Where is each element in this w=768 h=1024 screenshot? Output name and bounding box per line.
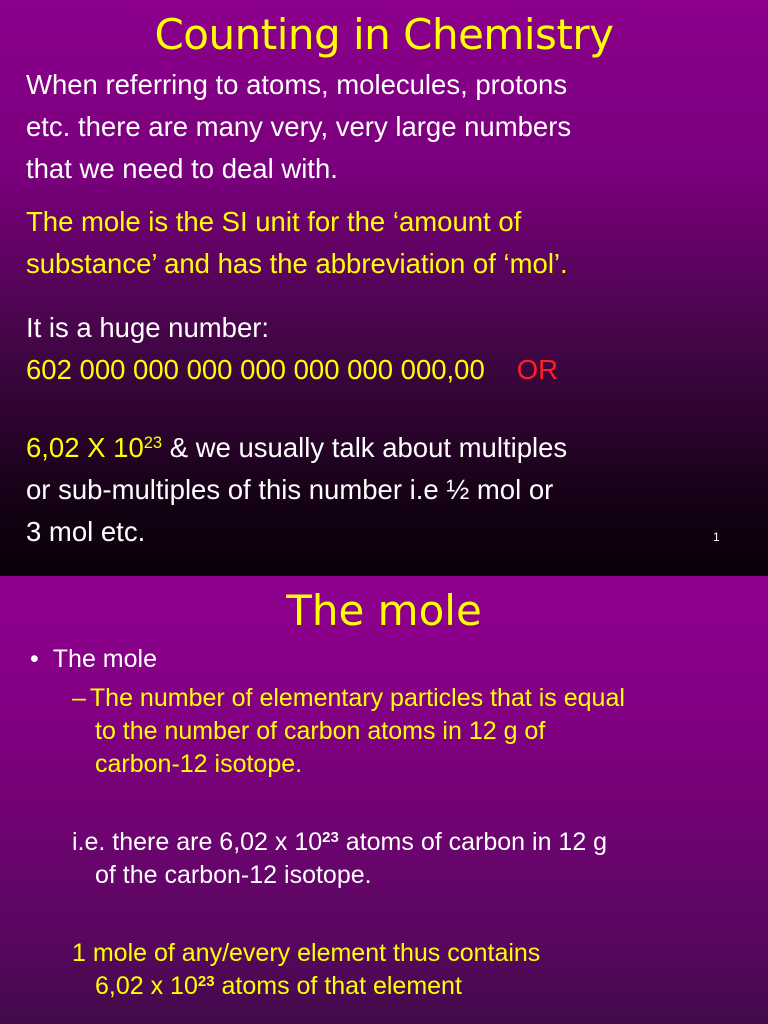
one-mole-text-pre: 6,02 x 10 [95,972,198,1000]
slide-title: Counting in Chemistry [154,10,614,59]
mole-definition-line: substance’ and has the abbreviation of ‘mol’. [26,248,568,279]
bullet-text: The mole [52,645,157,673]
one-mole-statement [72,937,540,1003]
multiples-line: 3 mol etc. [26,516,146,547]
huge-number-value: 602 000 000 000 000 000 000 000,00 [26,354,485,385]
multiples-line: or sub-multiples of this number i.e ½ mol or [26,474,554,505]
huge-number-paragraph [26,307,558,391]
one-mole-exponent: 23 [197,972,215,990]
slide-title: The mole [286,586,482,635]
bullet-item [30,643,157,676]
scientific-notation-paragraph [26,427,567,553]
intro-line: When referring to atoms, molecules, protons [26,69,568,100]
huge-number-intro: It is a huge number: [26,312,270,343]
definition-line: The number of elementary particles that is equal [89,684,625,712]
intro-line: that we need to deal with. [26,153,338,184]
dash-marker: – [72,684,86,712]
sci-notation-base: 6,02 X 10 [26,432,144,463]
one-mole-text-post: atoms of that element [214,972,462,1000]
sci-notation-rest: & we usually talk about multiples [162,432,568,463]
ie-text-pre: i.e. there are 6,02 x 10 [72,828,323,856]
sci-notation-exponent: 23 [143,433,163,452]
carbon-atoms-statement [72,826,607,892]
definition-line: to the number of carbon atoms in 12 g of [95,717,546,745]
page-number: 1 [713,530,720,544]
bullet-marker: • [30,645,39,673]
ie-exponent: 23 [322,828,339,846]
intro-paragraph [26,64,571,190]
mole-definition-line: The mole is the SI unit for the ‘amount of [26,206,522,237]
one-mole-line-1: 1 mole of any/every element thus contains [72,939,541,967]
intro-line: etc. there are many very, very large numbers [26,111,572,142]
slide-the-mole [0,576,768,1024]
mole-definition-paragraph [26,201,568,285]
or-label: OR [516,354,559,385]
definition-line: carbon-12 isotope. [95,750,303,778]
definition-subitem [72,682,625,781]
ie-text-post: atoms of carbon in 12 g [338,828,608,856]
ie-line-2: of the carbon-12 isotope. [95,861,372,889]
